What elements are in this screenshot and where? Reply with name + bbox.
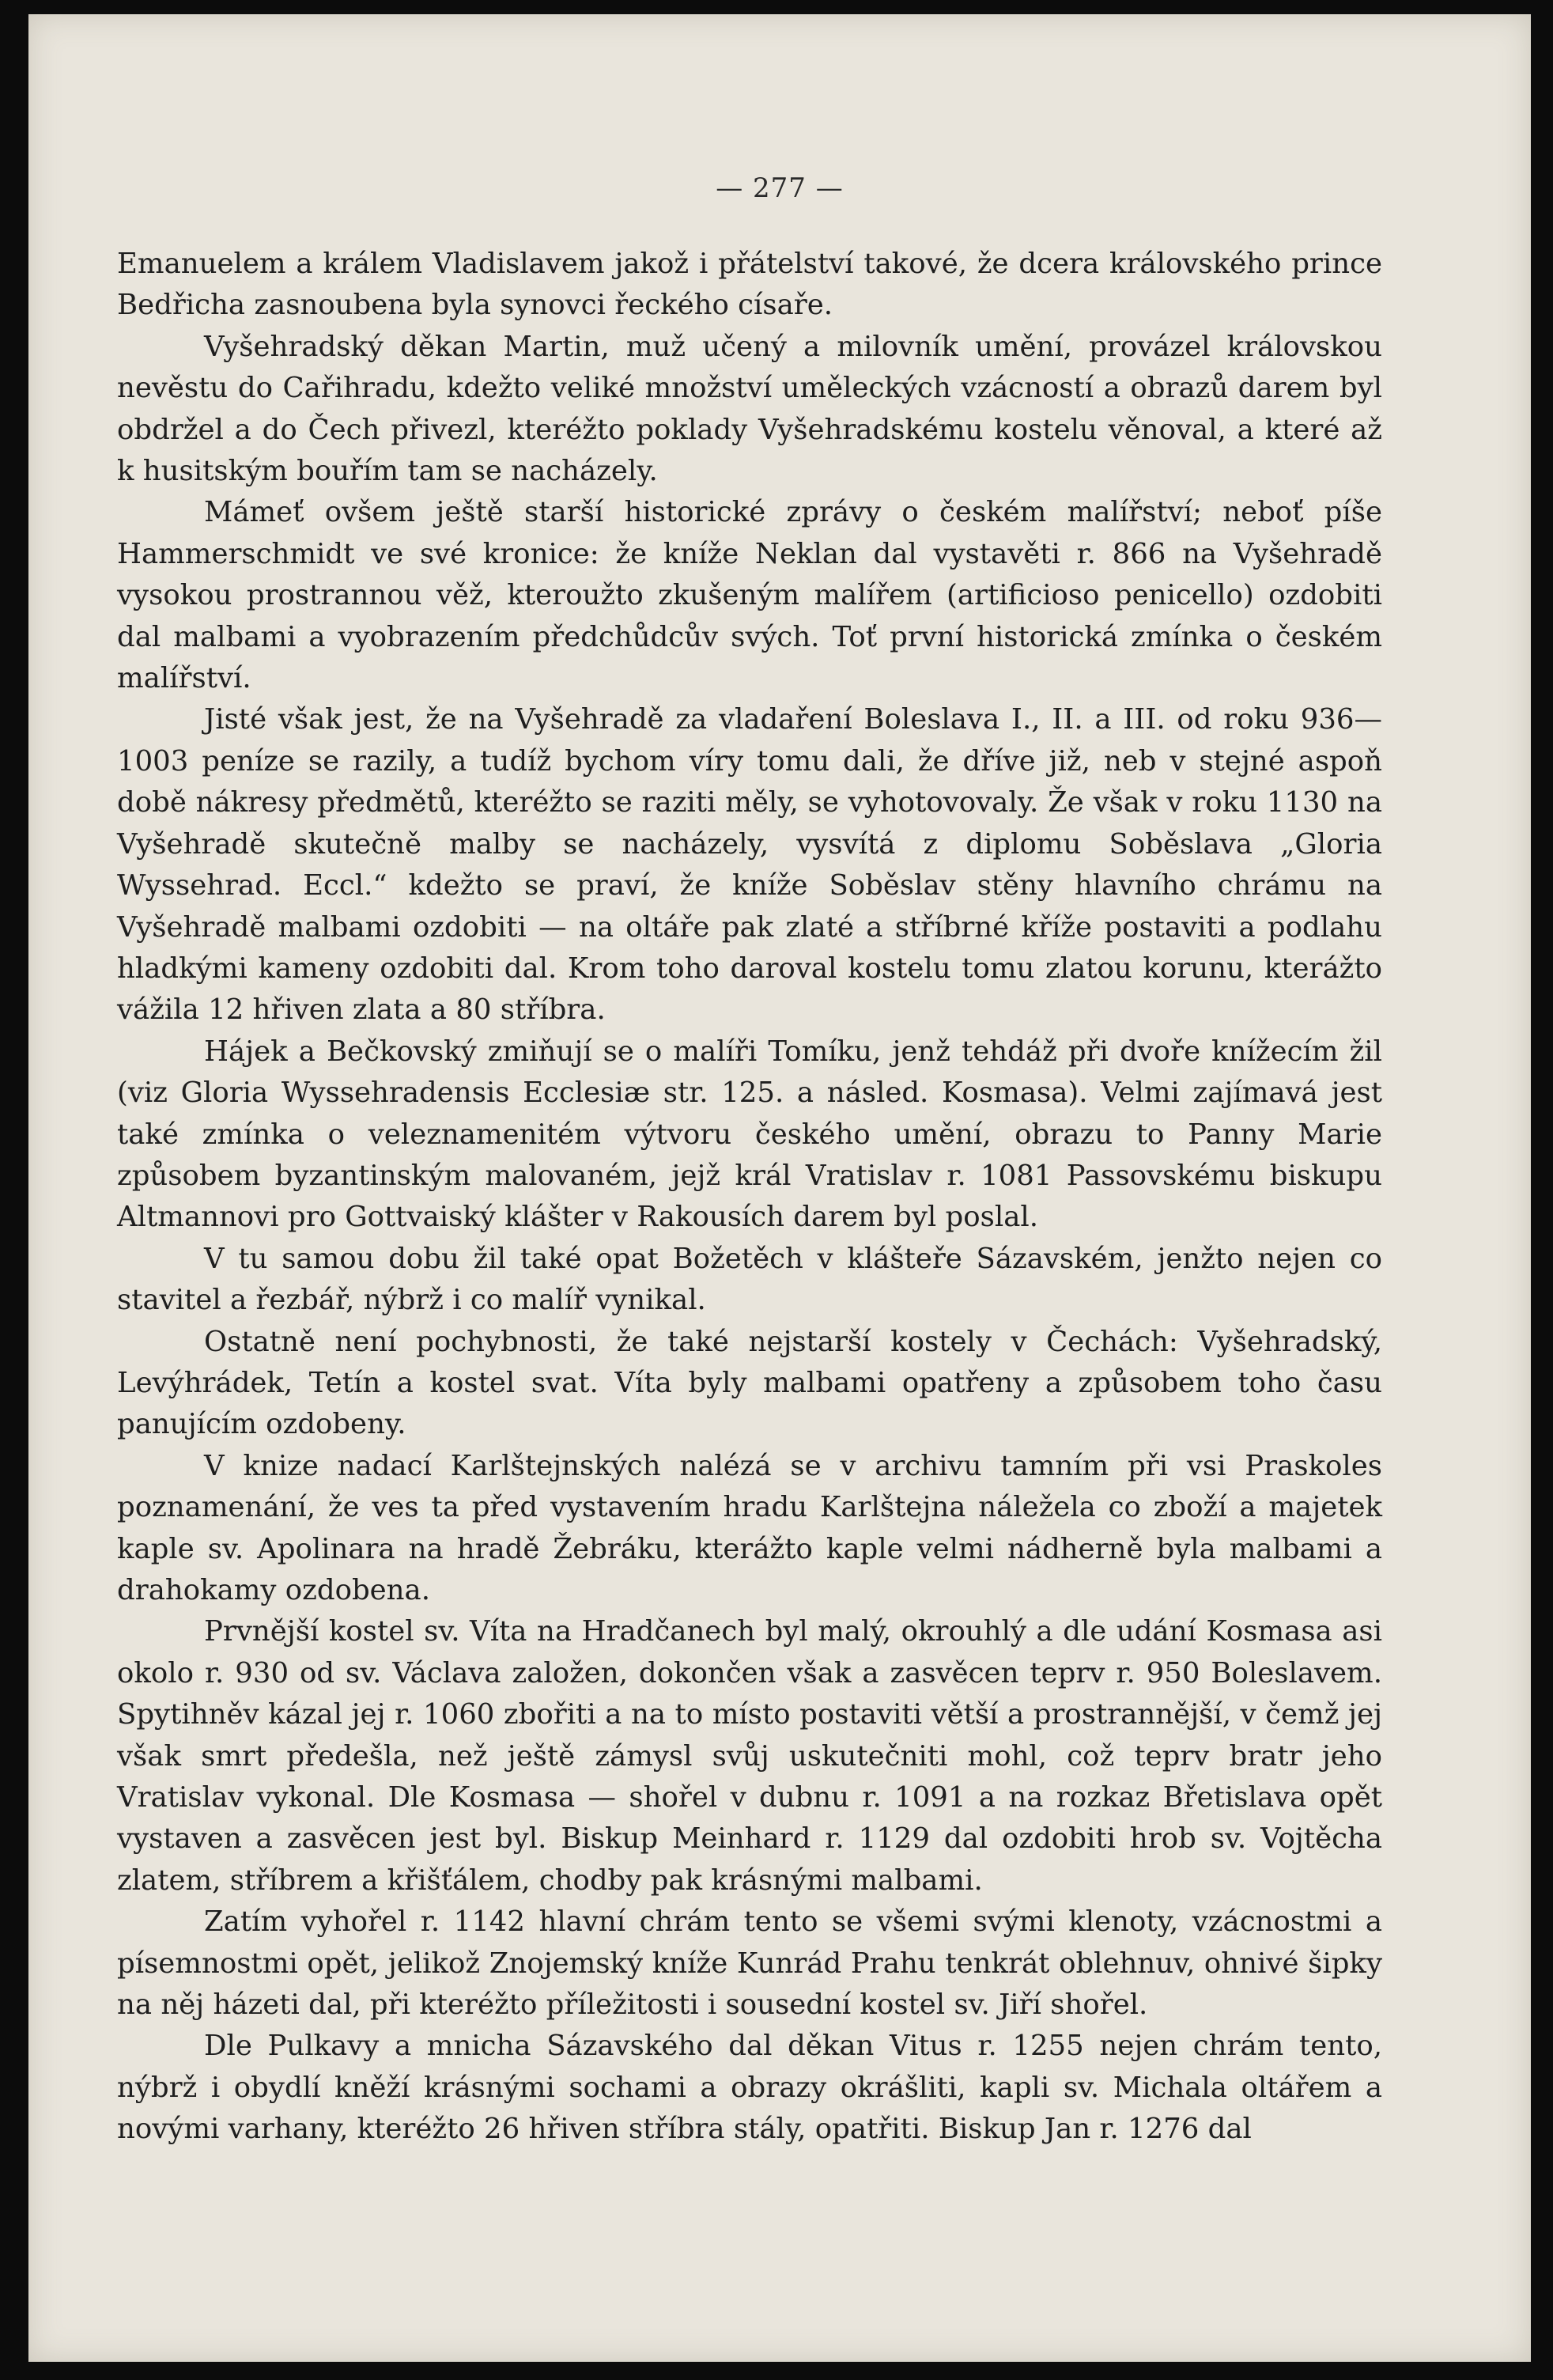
page-number: — 277 —	[716, 172, 844, 204]
paragraph: Jisté však jest, že na Vyšehradě za vladaření Boleslava I., II. a III. od roku 936—1003 peníze se razily, a tudíž bychom víry tomu dali, že dříve již, neb v stejné aspoň době nákresy předmětů, kteréžto se raziti měly, se vyhotovovaly. Že však v roku 1130 na Vyšehradě skutečně malby se nacházely, vysvítá z diplomu Soběslava „Gloria Wyssehrad. Eccl.“ kdežto se praví, že kníže Soběslav stěny hlavního chrámu na Vyšehradě malbami ozdobiti — na oltáře pak zlaté a stříbrné kříže postaviti a podlahu hladkými kameny ozdobiti dal. Krom toho daroval kostelu tomu zlatou korunu, kterážto vážila 12 hřiven zlata a 80 stříbra.	[117, 703, 1382, 1027]
paragraph: Prvnější kostel sv. Víta na Hradčanech byl malý, okrouhlý a dle udání Kosmasa asi okolo r. 930 od sv. Václava založen, dokončen však a zasvěcen teprv r. 950 Boleslavem. Spytihněv kázal jej r. 1060 zbořiti a na to místo postaviti větší a prostrannější, v čemž jej však smrt předešla, než ještě zámysl svůj uskutečniti mohl, což teprv bratr jeho Vratislav vykonal. Dle Kosmasa — shořel v dubnu r. 1091 a na rozkaz Břetislava opět vystaven a zasvěcen jest byl. Biskup Meinhard r. 1129 dal ozdobiti hrob sv. Vojtěcha zlatem, stříbrem a křišťálem, chodby pak krásnými malbami.	[117, 1615, 1382, 1897]
paragraph: V tu samou dobu žil také opat Božetěch v klášteře Sázavském, jenžto nejen co stavitel a řezbář, nýbrž i co malíř vynikal.	[117, 1242, 1382, 1317]
paragraph: Zatím vyhořel r. 1142 hlavní chrám tento se všemi svými klenoty, vzácnostmi a písemnostmi opět, jelikož Znojemský kníže Kunrád Prahu tenkrát oblehnuv, ohnivé šipky na něj házeti dal, při kteréžto příležitosti i sousední kostel sv. Jiří shořel.	[117, 1905, 1382, 2022]
paragraph: Dle Pulkavy a mnicha Sázavského dal děkan Vitus r. 1255 nejen chrám tento, nýbrž i obydlí kněží krásnými sochami a obrazy okrášliti, kapli sv. Michala oltářem a novými varhany, kteréžto 26 hřiven stříbra stály, opatřiti. Biskup Jan r. 1276 dal	[117, 2030, 1382, 2146]
paragraph: Hájek a Bečkovský zmiňují se o malíři Tomíku, jenž tehdáž při dvoře knížecím žil (viz Gloria Wyssehradensis Ecclesiæ str. 125. a násled. Kosmasa). Velmi zajímavá jest také zmínka o veleznamenitém výtvoru českého umění, obrazu to Panny Marie způsobem byzantinským malovaném, jejž král Vratislav r. 1081 Passovskému biskupu Altmannovi pro Gottvaiský klášter v Rakousích darem byl poslal.	[117, 1035, 1382, 1234]
paragraph: V knize nadací Karlštejnských nalézá se v archivu tamním při vsi Praskoles poznamenání, že ves ta před vystavením hradu Karlštejna náležela co zboží a majetek kaple sv. Apolinara na hradě Žebráku, kterážto kaple velmi nádherně byla malbami a drahokamy ozdobena.	[117, 1449, 1382, 1606]
paragraph: Emanuelem a králem Vladislavem jakož i přátelství takové, že dcera královského prince Bedřicha zasnoubena byla synovci řeckého císaře.	[117, 248, 1382, 322]
body-text	[117, 244, 1382, 2151]
paragraph: Mámeť ovšem ještě starší historické zprávy o českém malířství; neboť píše Hammerschmidt ve své kronice: že kníže Neklan dal vystavěti r. 866 na Vyšehradě vysokou prostrannou věž, kteroužto zkušeným malířem (artificioso penicello) ozdobiti dal malbami a vyobrazením předchůdcův svých. Toť první historická zmínka o českém malířství.	[117, 496, 1382, 695]
paragraph: Vyšehradský děkan Martin, muž učený a milovník umění, provázel královskou nevěstu do Cařihradu, kdežto veliké množství uměleckých vzácností a obrazů darem byl obdržel a do Čech přivezl, kteréžto poklady Vyšehradskému kostelu věnoval, a které až k husitským bouřím tam se nacházely.	[117, 330, 1382, 488]
paragraph: Ostatně není pochybnosti, že také nejstarší kostely v Čechách: Vyšehradský, Levýhrádek, Tetín a kostel svat. Víta byly malbami opatřeny a způsobem toho času panujícím ozdobeny.	[117, 1325, 1382, 1441]
scanned-page	[28, 14, 1531, 2362]
